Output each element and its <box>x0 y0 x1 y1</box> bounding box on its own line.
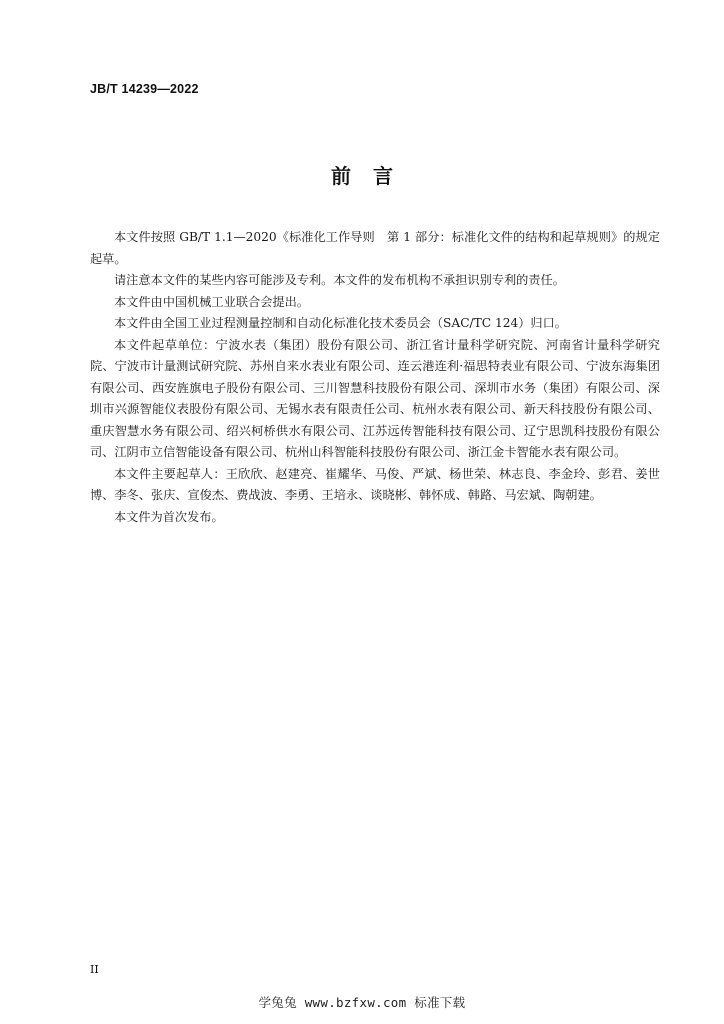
paragraph-proposer: 本文件由中国机械工业联合会提出。 <box>114 294 309 309</box>
paragraph-first-release: 本文件为首次发布。 <box>114 509 224 524</box>
section-title: 前言 <box>331 164 415 188</box>
page-number: II <box>90 963 99 976</box>
paragraph-patent-notice: 请注意本文件的某些内容可能涉及专利。本文件的发布机构不承担识别专利的责任。 <box>114 273 565 287</box>
paragraph-drafting-rules: 本文件按照 GB/T 1.1—2020《标准化工作导则 第 1 部分：标准化文件的结构和起草规则》的规定起草。 <box>90 230 660 266</box>
paragraph-committee: 本文件由全国工业过程测量控制和自动化标准化技术委员会（SAC/TC 124）归口。 <box>114 316 567 330</box>
foreword-body <box>90 227 660 528</box>
document-id: JB/T 14239—2022 <box>90 82 199 96</box>
paragraph-drafters: 本文件主要起草人：王欣欣、赵建亮、崔耀华、马俊、严斌、杨世荣、林志良、李金玲、彭君、姜世博、李冬、张庆、宣俊杰、费战波、李勇、王培永、谈晓彬、韩怀成、韩路、马宏斌、陶朝建。 <box>90 466 660 502</box>
paragraph-drafting-units: 本文件起草单位：宁波水表（集团）股份有限公司、浙江省计量科学研究院、河南省计量科学研究院、宁波市计量测试研究院、苏州自来水表业有限公司、连云港连利·福思特表业有限公司、宁波东海集团有限公司、西安旌旗电子股份有限公司、三川智慧科技股份有限公司、深圳市水务（集团）有限公司、深圳市兴源智能仪表股份有限公司、无锡水表有限责任公司、杭州水表有限公司、新天科技股份有限公司、重庆智慧水务有限公司、绍兴柯桥供水有限公司、江苏远传智能科技有限公司、辽宁思凯科技股份有限公司、江阴市立信智能设备有限公司、杭州山科智能科技股份有限公司、浙江金卡智能水表有限公司。 <box>90 337 660 459</box>
footer-watermark: 学兔兔 www.bzfxw.com 标准下载 <box>258 995 466 1010</box>
